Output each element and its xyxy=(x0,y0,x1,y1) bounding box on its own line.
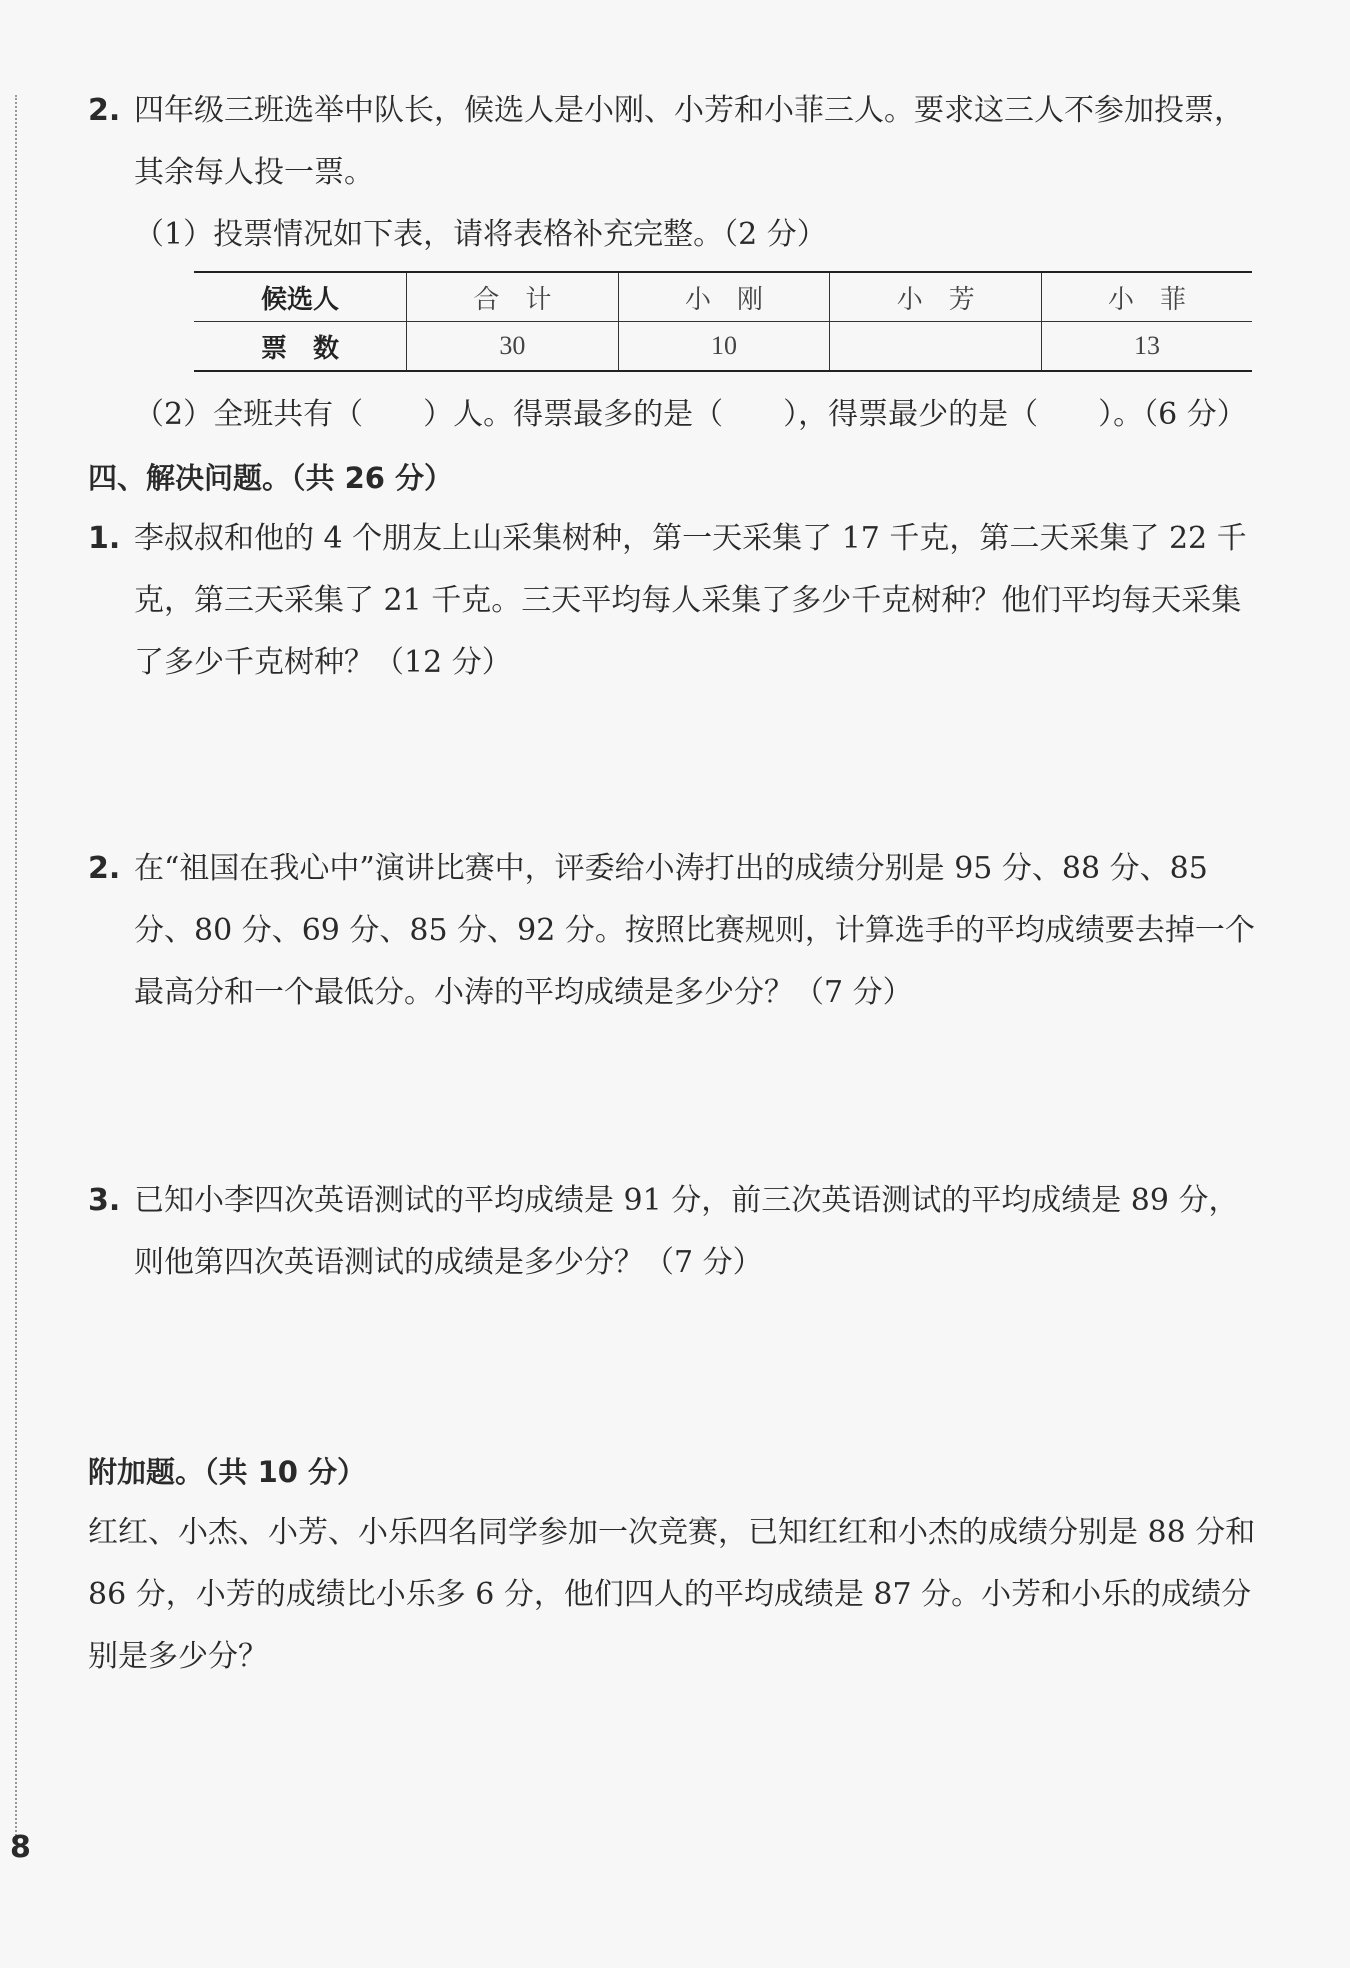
table-cell: 13 xyxy=(1042,322,1252,372)
question-text: 四年级三班选举中队长，候选人是小刚、小芳和小菲三人。要求这三人不参加投票，其余每人投一票。 xyxy=(134,93,1244,190)
table-cell: 小 菲 xyxy=(1042,272,1252,322)
section-4-question-3-block xyxy=(88,1170,1268,1294)
section-title: 四、解决问题。（共 26 分） xyxy=(88,461,454,495)
table-header-row xyxy=(194,272,1252,322)
table-cell: 候选人 xyxy=(194,272,407,322)
section-4-title-block xyxy=(88,448,1268,508)
question-2 xyxy=(88,80,1268,204)
question-number: 2. xyxy=(88,93,121,128)
table-cell: 小 刚 xyxy=(618,272,830,322)
question-3 xyxy=(88,1170,1268,1294)
question-1 xyxy=(88,508,1268,694)
table-row xyxy=(194,322,1252,372)
question-2-part-2[interactable]: （2）全班共有（ ）人。得票最多的是（ ），得票最少的是（ ）。（6 分） xyxy=(134,397,1247,432)
section-4-question-1-block xyxy=(88,508,1268,694)
table-cell: 合 计 xyxy=(407,272,619,322)
question-2 xyxy=(88,838,1268,1024)
table-cell: 票 数 xyxy=(194,322,407,372)
table-cell: 10 xyxy=(618,322,830,372)
vote-table xyxy=(194,271,1252,372)
page-number: 8 xyxy=(10,1830,31,1865)
question-text: 已知小李四次英语测试的平均成绩是 91 分，前三次英语测试的平均成绩是 89 分，则他第四次英语测试的成绩是多少分？（7 分） xyxy=(134,1183,1239,1280)
table-cell: 小 芳 xyxy=(830,272,1042,322)
question-number: 3. xyxy=(88,1183,121,1218)
bonus-block xyxy=(88,1442,1268,1688)
binding-margin-line xyxy=(15,95,17,1843)
bonus-question-text: 红红、小杰、小芳、小乐四名同学参加一次竞赛，已知红红和小杰的成绩分别是 88 分和 86 分，小芳的成绩比小乐多 6 分，他们四人的平均成绩是 87 分。小芳和小乐的成绩分别是多少分？ xyxy=(88,1515,1256,1674)
question-2-block xyxy=(88,80,1268,266)
table-cell: 30 xyxy=(407,322,619,372)
question-2-part-1: （1）投票情况如下表，请将表格补充完整。（2 分） xyxy=(134,217,827,252)
question-text: 在“祖国在我心中”演讲比赛中，评委给小涛打出的成绩分别是 95 分、88 分、85 分、80 分、69 分、85 分、92 分。按照比赛规则，计算选手的平均成绩要去掉一个最高分和一个最低分。小涛的平均成绩是多少分？（7 分） xyxy=(134,851,1255,1010)
question-2-part-2-block xyxy=(88,384,1268,446)
question-number: 1. xyxy=(88,521,121,556)
table-cell-blank[interactable] xyxy=(830,322,1042,372)
bonus-title: 附加题。（共 10 分） xyxy=(88,1455,367,1489)
section-4-question-2-block xyxy=(88,838,1268,1024)
question-number: 2. xyxy=(88,851,121,886)
question-text: 李叔叔和他的 4 个朋友上山采集树种，第一天采集了 17 千克，第二天采集了 22 千克，第三天采集了 21 千克。三天平均每人采集了多少千克树种？他们平均每天采集了多少千克树种？（12 分） xyxy=(134,521,1247,680)
